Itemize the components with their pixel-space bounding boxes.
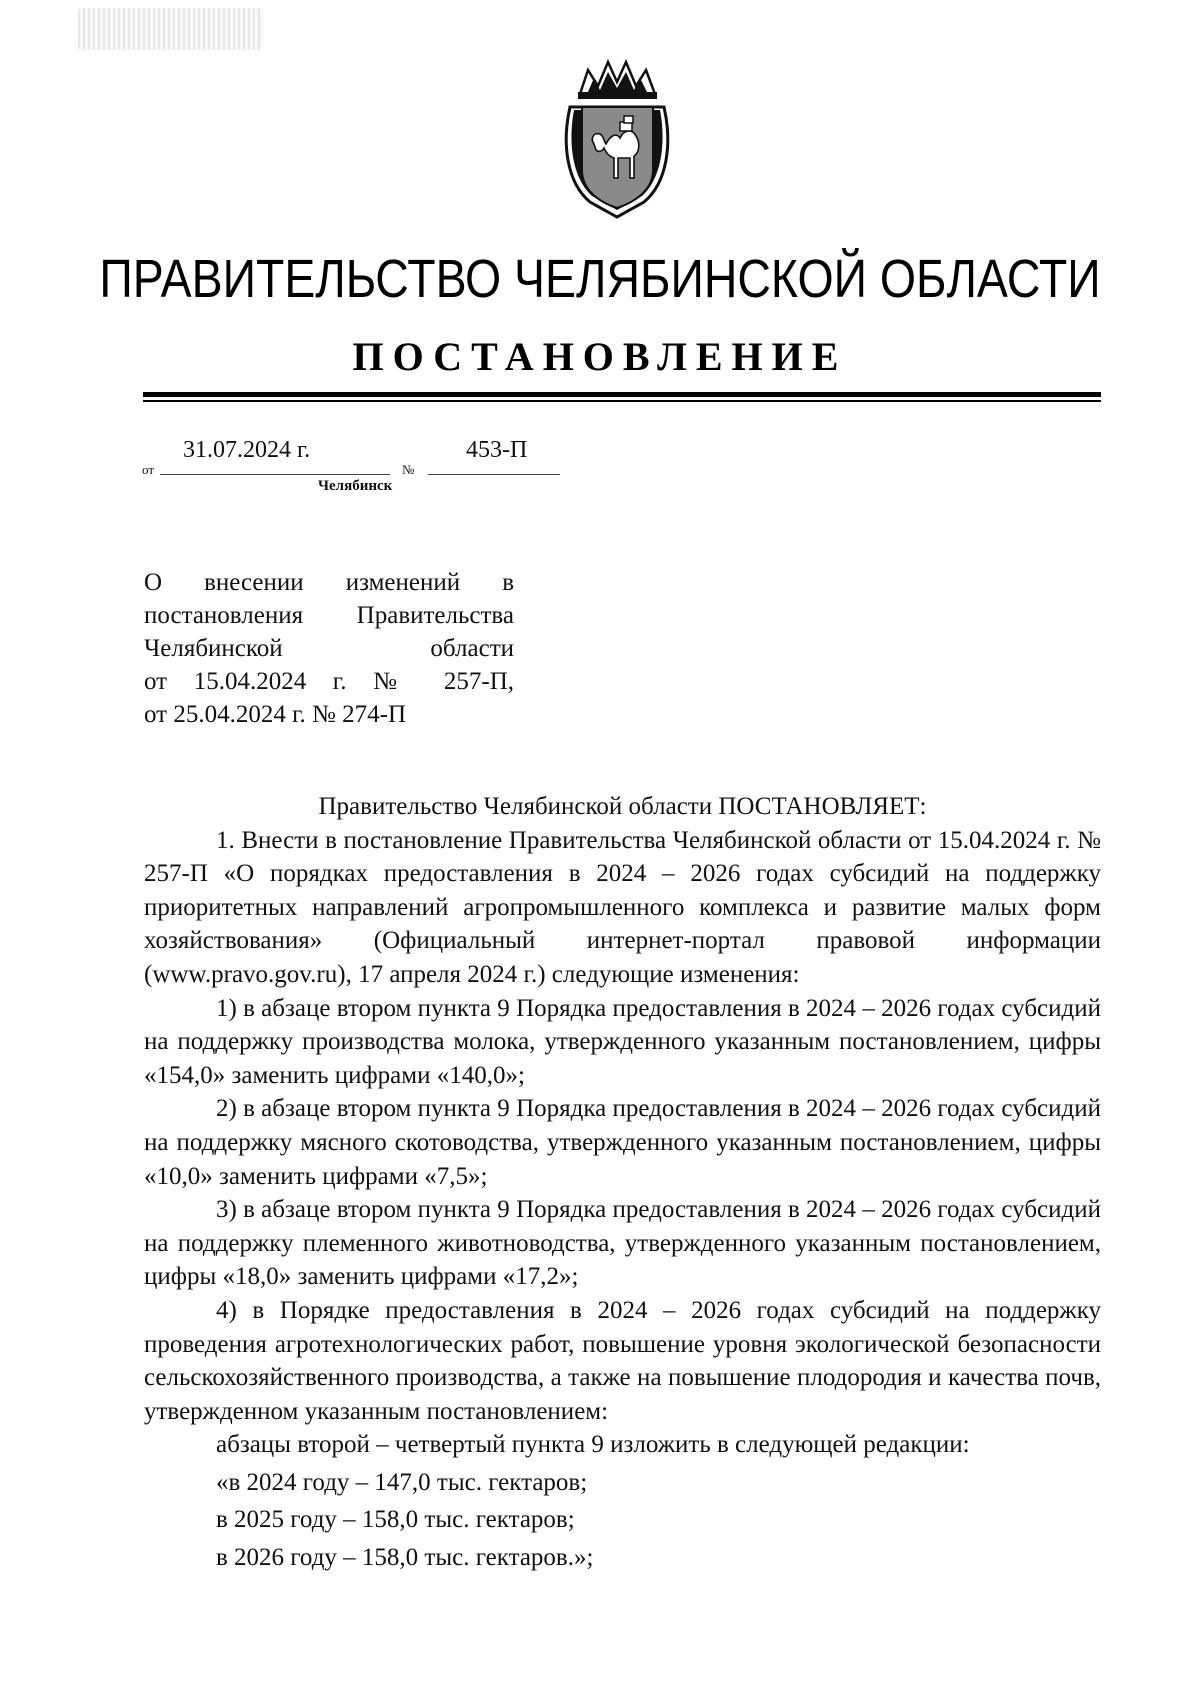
paragraph-subitem-3: 3) в абзаце втором пункта 9 Порядка предоставления в 2024 – 2026 годах субсидий на поддержку племенного животноводства, утвержденного указанным постановлением, цифры «18,0» заменить цифрами «17,2»; <box>144 1196 1101 1291</box>
number-label: № <box>402 462 415 477</box>
document-date: 31.07.2024 г. <box>183 437 311 463</box>
decree-line: Правительство Челябинской области ПОСТАНОВЛЯЕТ: <box>318 793 927 820</box>
subject-line: постановления Правительства <box>144 602 514 629</box>
chelyabinsk-coat-of-arms-icon <box>560 52 675 222</box>
subject-line: от 15.04.2024 г. № 257-П, <box>144 668 514 695</box>
document-subject <box>144 566 514 731</box>
paragraph-abz-intro: абзацы второй – четвертый пункта 9 изложить в следующей редакции: <box>216 1431 970 1459</box>
document-body <box>144 790 1101 1575</box>
scan-artifact <box>78 8 263 50</box>
date-underline <box>160 474 390 475</box>
number-underline <box>428 474 560 475</box>
paragraph-subitem-1: 1) в абзаце втором пункта 9 Порядка предоставления в 2024 – 2026 годах субсидий на поддержку производства молока, утвержденного указанным постановлением, цифры «154,0» заменить цифрами «140,0»; <box>144 994 1101 1089</box>
city-name: Челябинск <box>318 478 393 494</box>
subject-line: от 25.04.2024 г. № 274-П <box>144 701 407 728</box>
paragraph-item-1: 1. Внести в постановление Правительства Челябинской области от 15.04.2024 г. № 257-П «О порядках предоставления в 2024 – 2026 годах субсидий на поддержку приоритетных направлений агропромышленного комплекса и развитие малых форм хозяйствования» (Официальный интернет-портал правовой информации (www.pravo.gov.ru), 17 апреля 2024 г.) следующие изменения: <box>144 826 1101 988</box>
from-label: от <box>142 462 155 477</box>
paragraph-subitem-4: 4) в Порядке предоставления в 2024 – 2026 годах субсидий на поддержку проведения агротехнологических работ, повышение уровня экологической безопасности сельскохозяйственного производства, а также на повышение плодородия и качества почв, утвержденном указанным постановлением: <box>144 1296 1101 1425</box>
header-divider-thin <box>143 400 1101 402</box>
document-type-title: ПОСТАНОВЛЕНИЕ <box>352 334 848 379</box>
paragraph-abz-2025: в 2025 году – 158,0 тыс. гектаров; <box>216 1506 575 1534</box>
government-name: ПРАВИТЕЛЬСТВО ЧЕЛЯБИНСКОЙ ОБЛАСТИ <box>99 249 1101 309</box>
document-number: 453-П <box>466 437 528 463</box>
paragraph-abz-2026: в 2026 году – 158,0 тыс. гектаров.»; <box>216 1544 594 1572</box>
paragraph-subitem-2: 2) в абзаце втором пункта 9 Порядка предоставления в 2024 – 2026 годах субсидий на поддержку мясного скотоводства, утвержденного указанным постановлением, цифры «10,0» заменить цифрами «7,5»; <box>144 1095 1101 1190</box>
paragraph-abz-2024: «в 2024 году – 147,0 тыс. гектаров; <box>216 1468 588 1496</box>
subject-line: О внесении изменений в <box>144 569 514 596</box>
subject-line: Челябинской области <box>144 635 514 662</box>
header-divider-thick <box>143 392 1101 397</box>
